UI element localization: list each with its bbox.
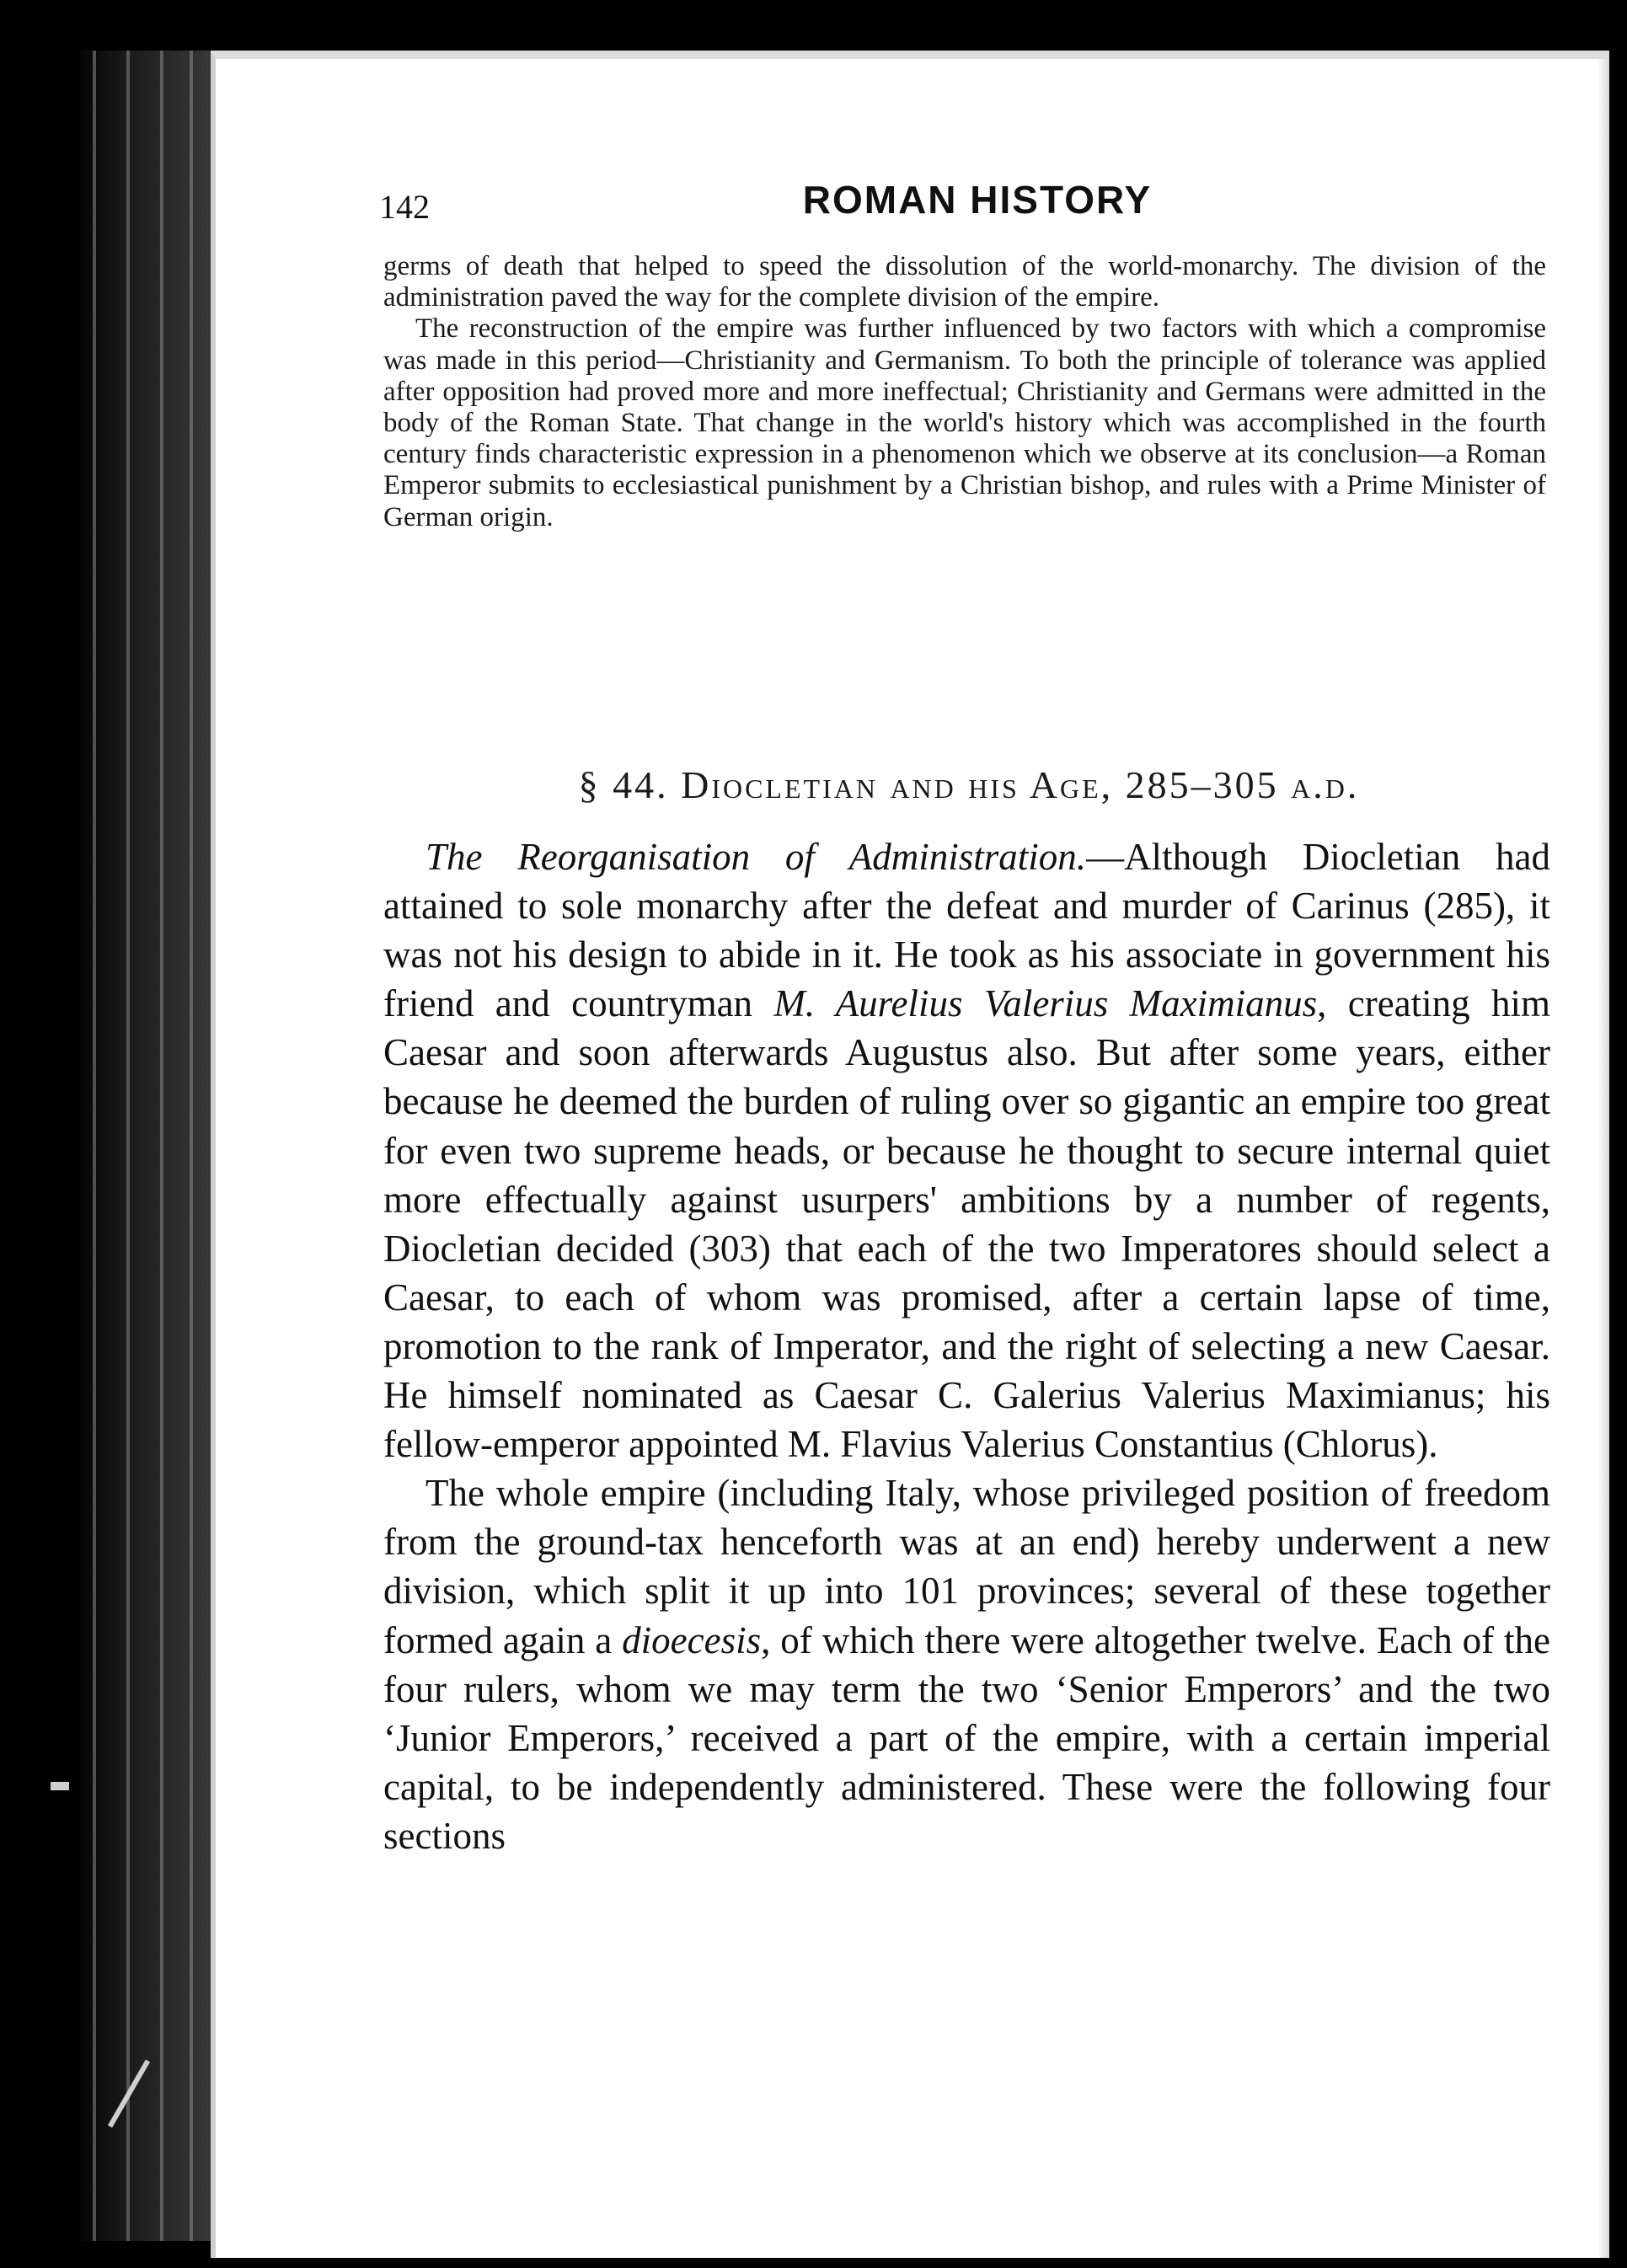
book-edge-line — [126, 51, 130, 2241]
body-paragraph: The Reorganisation of Administration.—Although Diocletian had attained to sole monarchy after the defeat and murder of Carinus (285), it was not his design to abide in it. He took as his associate in government his friend and countryman M. Aurelius Valerius Maximianus, creating him Caesar and soon afterwards Augustus also. But after some years, either because he deemed the burden of ruling over so gigantic an empire too great for even two supreme heads, or because he thought to secure internal quiet more effectually against usurpers' ambitions by a number of regents, Diocletian decided (303) that each of the two Imperatores should select a Caesar, to each of whom was promised, after a certain lapse of time, promotion to the rank of Imperator, and the right of selecting a new Caesar. He himself nominated as Caesar C. Galerius Valerius Maximianus; his fellow-emperor appointed M. Flavius Valerius Constantius (Chlorus). — [383, 836, 1550, 1466]
book-edge-line — [190, 51, 193, 2241]
page-edge — [1598, 59, 1609, 2258]
page-header — [379, 177, 1559, 236]
book-edge-line — [93, 51, 96, 2241]
intro-paragraph: The reconstruction of the empire was further influenced by two factors with which a compromise was made in this period—Christianity and Germanism. To both the principle of tolerance was applied after opposition had proved more and more ineffectual; Christianity and Germans were admitted in the body of the Roman State. That change in the world's history which was accomplished in the fourth century finds characteristic expression in a phenomenon which we observe at its conclusion—a Roman Emperor submits to ecclesiastical punishment by a Christian bishop, and rules with a Prime Minister of German origin. — [383, 313, 1546, 532]
scan-speck — [51, 1782, 69, 1790]
latin-term: dioecesis — [622, 1618, 762, 1661]
page-number: 142 — [379, 188, 430, 226]
book-edge-line — [160, 51, 163, 2241]
body-paragraph: The whole empire (including Italy, whose privileged position of freedom from the ground-tax henceforth was at an end) hereby underwent a new division, which split it up into 101 provinces; several of these together formed again a dioecesis, of which there were altogether twelve. Each of the four rulers, whom we may term the two ‘Senior Emperors’ and the two ‘Junior Emperors,’ received a part of the empire, with a certain imperial capital, to be independently administered. These were the following four sections — [383, 1472, 1551, 1857]
running-head: ROMAN HISTORY — [802, 178, 1153, 222]
paragraph-title: The Reorganisation of Administration. — [425, 836, 1087, 878]
section-heading: § 44. Diocletian and his Age, 285–305 a.d. — [578, 763, 1360, 806]
intro-text — [383, 251, 1546, 533]
book-spine-shadow — [80, 51, 215, 2241]
intro-paragraph: germs of death that helped to speed the dissolution of the world-monarchy. The division of the administration paved the way for the complete division of the empire. — [383, 251, 1546, 313]
main-text — [383, 832, 1550, 1860]
emperor-name: M. Aurelius Valerius Maximianus — [773, 982, 1318, 1025]
